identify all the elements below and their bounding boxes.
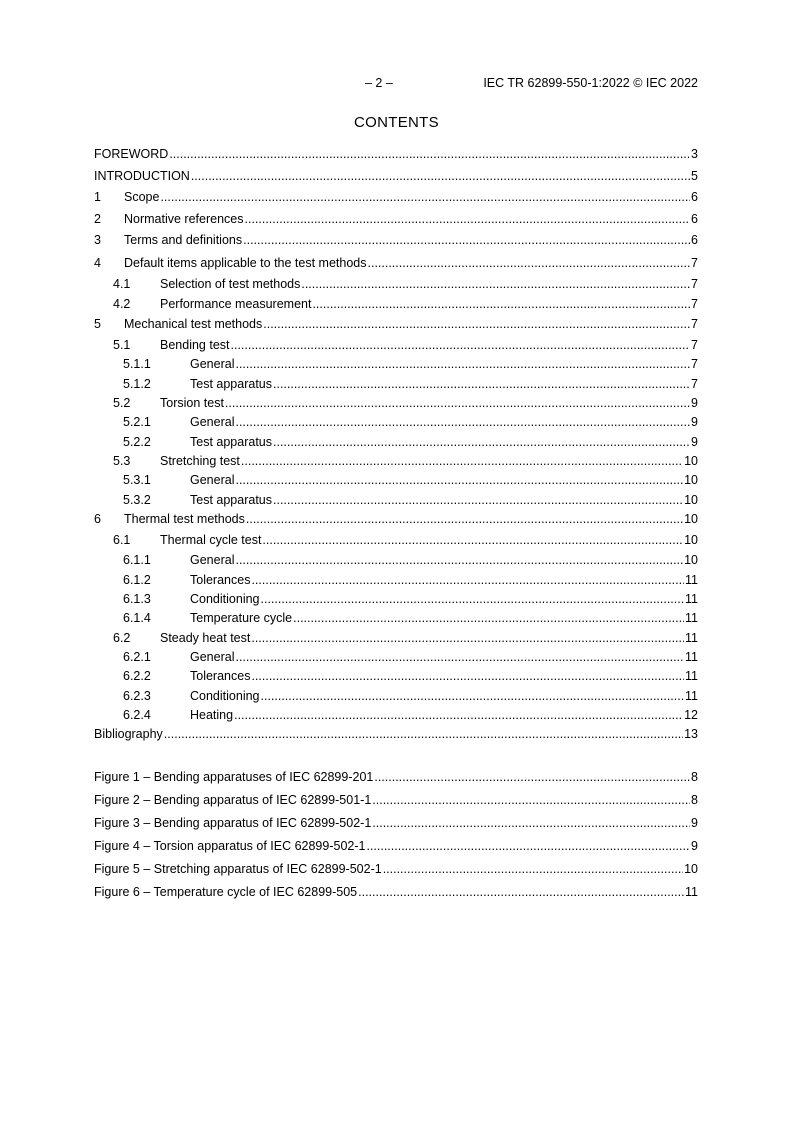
toc-entry-title: Conditioning <box>190 592 260 606</box>
toc-entry[interactable] <box>94 550 698 568</box>
toc-entry-number: 5.1 <box>113 338 131 352</box>
figure-entry-leader <box>383 862 683 877</box>
toc-entry-page: 13 <box>684 727 698 741</box>
toc-entry-leader <box>235 357 690 372</box>
figure-list-entry[interactable] <box>94 836 698 854</box>
toc-entry-leader <box>293 611 684 626</box>
toc-entry-number: 5.3.2 <box>123 493 151 507</box>
toc-entry[interactable] <box>94 393 698 411</box>
page-header <box>94 76 698 92</box>
figure-entry-page: 8 <box>691 770 698 784</box>
toc-entry-number: 4.2 <box>113 297 131 311</box>
toc-entry-leader <box>251 669 684 684</box>
toc-entry-title: Thermal test methods <box>124 512 245 526</box>
toc-entry-leader <box>243 233 690 248</box>
toc-entry-title: Heating <box>190 708 234 722</box>
toc-entry-title: General <box>190 415 235 429</box>
toc-entry-title: Stretching test <box>160 454 240 468</box>
toc-entry-leader <box>262 533 683 548</box>
toc-entry-number: 6 <box>94 512 101 526</box>
toc-entry-title: Steady heat test <box>160 631 251 645</box>
toc-entry-page: 10 <box>684 533 698 547</box>
toc-entry-title: Torsion test <box>160 396 224 410</box>
toc-entry[interactable] <box>94 470 698 488</box>
toc-entry-page: 7 <box>691 256 698 270</box>
toc-entry-title: Thermal cycle test <box>160 533 262 547</box>
toc-entry-page: 11 <box>685 611 698 625</box>
toc-entry[interactable] <box>94 530 698 548</box>
toc-entry[interactable] <box>94 274 698 292</box>
toc-entry-leader <box>368 256 691 271</box>
figure-entry-page: 10 <box>684 862 698 876</box>
figure-entry-title: Figure 1 – Bending apparatuses of IEC 62899-201 <box>94 770 374 784</box>
toc-entry[interactable] <box>94 354 698 372</box>
figure-entry-page: 9 <box>691 816 698 830</box>
toc-entry-leader <box>235 473 683 488</box>
toc-entry-page: 7 <box>691 338 698 352</box>
toc-entry-number: 5.2.1 <box>123 415 151 429</box>
toc-entry-number: 6.2 <box>113 631 131 645</box>
figure-entry-leader <box>374 770 690 785</box>
toc-entry-title: Bibliography <box>94 727 163 741</box>
toc-entry-number: 5.2 <box>113 396 131 410</box>
toc-entry-page: 11 <box>685 573 698 587</box>
toc-entry-title: Normative references <box>124 212 244 226</box>
toc-entry-title: Scope <box>124 190 160 204</box>
figure-entry-page: 8 <box>691 793 698 807</box>
toc-entry[interactable] <box>94 647 698 665</box>
toc-entry-page: 6 <box>691 212 698 226</box>
toc-entry[interactable] <box>94 432 698 450</box>
figure-entry-leader <box>358 885 684 900</box>
figure-entry-title: Figure 5 – Stretching apparatus of IEC 62899-502-1 <box>94 862 382 876</box>
figure-entry-page: 11 <box>685 885 698 899</box>
toc-entry-leader <box>164 727 683 742</box>
toc-entry-leader <box>235 553 683 568</box>
toc-entry-page: 12 <box>684 708 698 722</box>
figure-entry-title: Figure 6 – Temperature cycle of IEC 62899-505 <box>94 885 358 899</box>
toc-entry-number: 4 <box>94 256 101 270</box>
toc-entry-leader <box>191 169 690 184</box>
toc-entry[interactable] <box>94 230 698 248</box>
toc-entry-page: 11 <box>685 669 698 683</box>
toc-entry-title: Tolerances <box>190 669 251 683</box>
toc-entry-number: 5.1.1 <box>123 357 151 371</box>
toc-entry-number: 2 <box>94 212 101 226</box>
toc-entry-leader <box>273 493 683 508</box>
toc-entry-number: 6.1.4 <box>123 611 151 625</box>
toc-entry-leader <box>261 592 685 607</box>
toc-entry[interactable] <box>94 187 698 205</box>
toc-entry-title: Selection of test methods <box>160 277 301 291</box>
toc-entry-leader <box>251 631 684 646</box>
toc-entry-title: FOREWORD <box>94 147 169 161</box>
toc-entry-page: 10 <box>684 454 698 468</box>
toc-entry-page: 9 <box>691 396 698 410</box>
figure-list-entry[interactable] <box>94 790 698 808</box>
figure-entry-title: Figure 4 – Torsion apparatus of IEC 62899-502-1 <box>94 839 366 853</box>
toc-entry[interactable] <box>94 686 698 704</box>
toc-entry-page: 7 <box>691 377 698 391</box>
toc-entry-leader <box>273 435 690 450</box>
toc-entry-leader <box>160 190 690 205</box>
toc-entry[interactable] <box>94 209 698 227</box>
figure-entry-title: Figure 2 – Bending apparatus of IEC 62899-501-1 <box>94 793 372 807</box>
figure-list-entry[interactable] <box>94 882 698 900</box>
toc-entry-leader <box>251 573 684 588</box>
figure-entry-leader <box>366 839 690 854</box>
toc-entry-title: General <box>190 357 235 371</box>
toc-entry-page: 9 <box>691 435 698 449</box>
toc-entry[interactable] <box>94 724 698 742</box>
figure-entry-page: 9 <box>691 839 698 853</box>
toc-entry-leader <box>273 377 690 392</box>
figure-entry-leader <box>372 793 690 808</box>
toc-entry-page: 10 <box>684 473 698 487</box>
toc-entry[interactable] <box>94 509 698 527</box>
toc-entry[interactable] <box>94 335 698 353</box>
toc-entry-number: 6.1.2 <box>123 573 151 587</box>
toc-entry-title: Terms and definitions <box>124 233 243 247</box>
toc-entry-title: Temperature cycle <box>190 611 293 625</box>
toc-entry-title: Test apparatus <box>190 493 272 507</box>
toc-entry-page: 11 <box>685 631 698 645</box>
figure-list-entry[interactable] <box>94 859 698 877</box>
toc-entry[interactable] <box>94 314 698 332</box>
toc-entry-leader <box>245 212 691 227</box>
figure-list-entry[interactable] <box>94 767 698 785</box>
toc-entry-title: INTRODUCTION <box>94 169 190 183</box>
toc-entry-title: Tolerances <box>190 573 251 587</box>
toc-entry-title: Test apparatus <box>190 377 272 391</box>
toc-entry-page: 7 <box>691 277 698 291</box>
toc-entry-number: 6.2.1 <box>123 650 151 664</box>
toc-entry-title: Test apparatus <box>190 435 272 449</box>
toc-entry-number: 5.2.2 <box>123 435 151 449</box>
toc-entry-number: 1 <box>94 190 101 204</box>
toc-entry-leader <box>263 317 690 332</box>
toc-entry[interactable] <box>94 705 698 723</box>
toc-entry-page: 6 <box>691 190 698 204</box>
toc-entry-number: 6.1.1 <box>123 553 151 567</box>
toc-entry[interactable] <box>94 666 698 684</box>
figure-entry-leader <box>372 816 690 831</box>
toc-entry-number: 6.2.4 <box>123 708 151 722</box>
contents-title: CONTENTS <box>354 114 439 131</box>
toc-entry-leader <box>312 297 690 312</box>
toc-entry[interactable] <box>94 570 698 588</box>
toc-entry[interactable] <box>94 374 698 392</box>
figure-list-entry[interactable] <box>94 813 698 831</box>
toc-entry-page: 10 <box>684 553 698 567</box>
toc-entry-number: 3 <box>94 233 101 247</box>
toc-entry[interactable] <box>94 490 698 508</box>
toc-entry-title: General <box>190 553 235 567</box>
toc-entry-page: 7 <box>691 297 698 311</box>
toc-entry-number: 5.3.1 <box>123 473 151 487</box>
toc-entry-page: 10 <box>684 512 698 526</box>
toc-entry[interactable] <box>94 608 698 626</box>
toc-entry-page: 3 <box>691 147 698 161</box>
toc-entry-leader <box>241 454 683 469</box>
toc-entry-leader <box>261 689 685 704</box>
toc-entry-leader <box>225 396 690 411</box>
toc-entry-leader <box>246 512 683 527</box>
toc-entry-page: 11 <box>685 592 698 606</box>
toc-entry-number: 5.1.2 <box>123 377 151 391</box>
toc-entry-title: Mechanical test methods <box>124 317 263 331</box>
document-reference: IEC TR 62899-550-1:2022 © IEC 2022 <box>483 76 698 90</box>
toc-entry-leader <box>235 650 684 665</box>
toc-entry-page: 7 <box>691 317 698 331</box>
toc-entry-page: 7 <box>691 357 698 371</box>
toc-entry-leader <box>301 277 690 292</box>
toc-entry-title: General <box>190 473 235 487</box>
toc-entry-number: 4.1 <box>113 277 131 291</box>
toc-entry-page: 5 <box>691 169 698 183</box>
toc-entry[interactable] <box>94 412 698 430</box>
toc-entry[interactable] <box>94 589 698 607</box>
toc-entry[interactable] <box>94 166 698 184</box>
toc-entry-page: 6 <box>691 233 698 247</box>
toc-entry[interactable] <box>94 294 698 312</box>
toc-entry-number: 6.1 <box>113 533 131 547</box>
toc-entry[interactable] <box>94 628 698 646</box>
toc-entry-title: Performance measurement <box>160 297 312 311</box>
toc-entry-page: 11 <box>685 650 698 664</box>
toc-entry-leader <box>169 147 690 162</box>
page-number: – 2 – <box>365 76 393 90</box>
toc-entry-leader <box>231 338 691 353</box>
toc-entry-number: 6.2.3 <box>123 689 151 703</box>
toc-entry-page: 9 <box>691 415 698 429</box>
toc-entry-title: General <box>190 650 235 664</box>
toc-entry-leader <box>235 415 690 430</box>
toc-entry-title: Bending test <box>160 338 230 352</box>
toc-entry-number: 6.1.3 <box>123 592 151 606</box>
toc-entry[interactable] <box>94 144 698 162</box>
toc-entry-number: 5.3 <box>113 454 131 468</box>
toc-entry-title: Default items applicable to the test methods <box>124 256 367 270</box>
figure-entry-title: Figure 3 – Bending apparatus of IEC 62899-502-1 <box>94 816 372 830</box>
toc-entry-number: 5 <box>94 317 101 331</box>
toc-entry-page: 10 <box>684 493 698 507</box>
toc-entry[interactable] <box>94 451 698 469</box>
toc-entry[interactable] <box>94 253 698 271</box>
toc-entry-title: Conditioning <box>190 689 260 703</box>
toc-entry-leader <box>234 708 683 723</box>
toc-entry-number: 6.2.2 <box>123 669 151 683</box>
toc-entry-page: 11 <box>685 689 698 703</box>
